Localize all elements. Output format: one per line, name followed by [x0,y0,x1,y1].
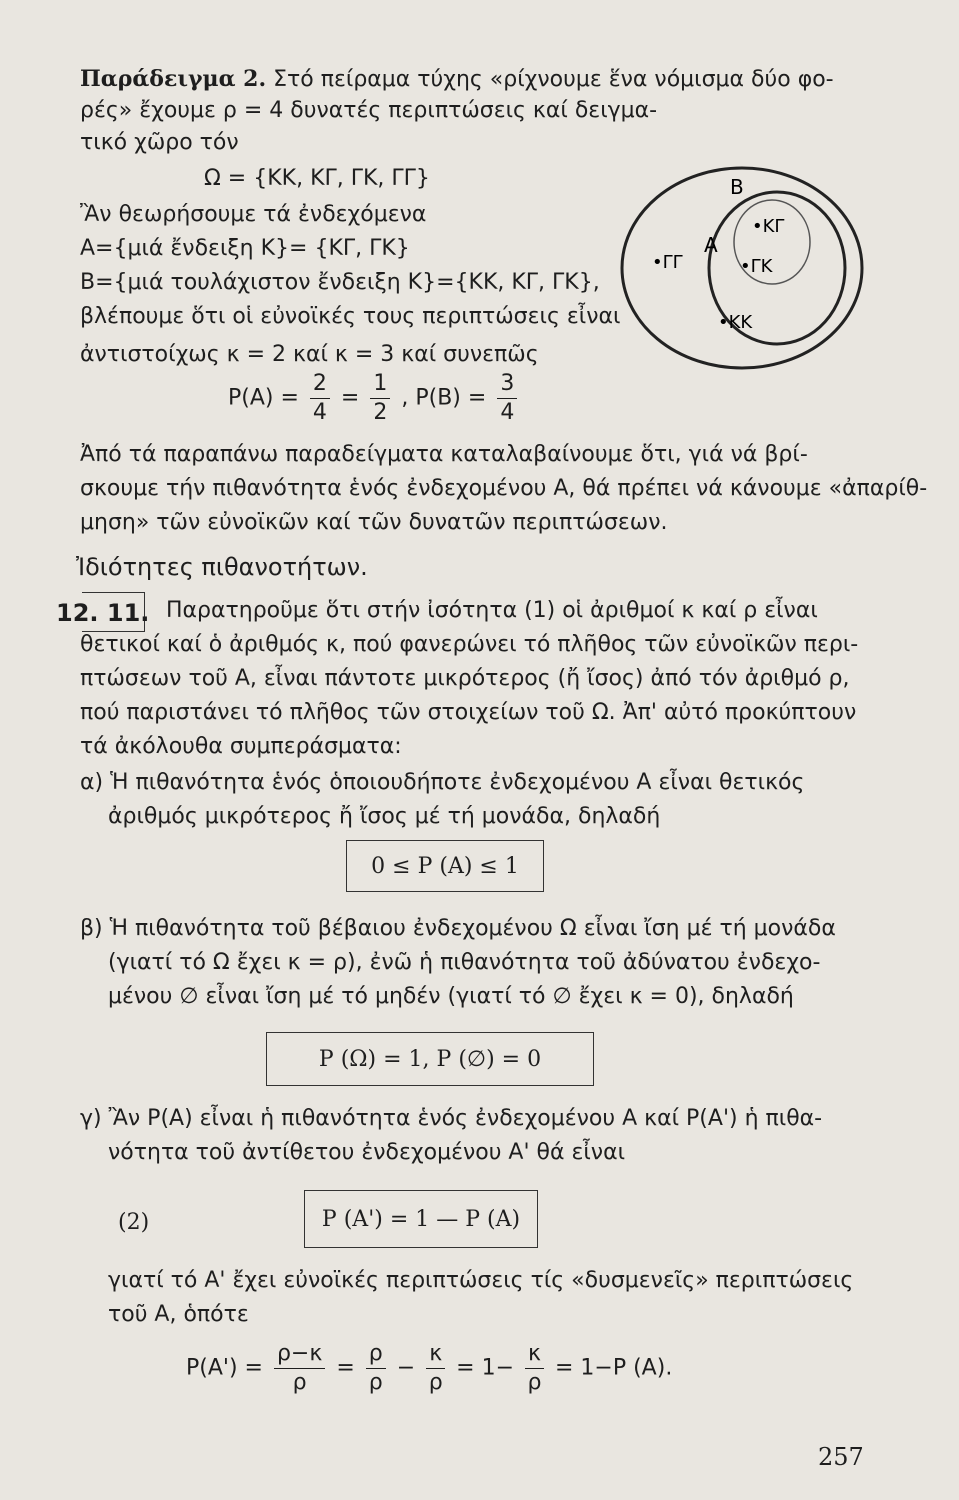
formula-box-gamma: P (A') = 1 — P (A) [304,1190,538,1248]
gamma-line-2: νότητα τοῦ ἀντίθετου ἐνδεχομένου Α' θά εἶναι [108,1140,626,1165]
section-line-5: τά ἀκόλουθα συμπεράσματα: [80,734,402,759]
fraction-kappa-rho [426,1340,445,1397]
point-kg: •ΚΓ [752,216,785,237]
probability-formulas [228,370,521,427]
fraction-numerator: ρ−κ [274,1340,325,1369]
label-a: Α [704,233,718,257]
final-rhs: = 1−P (A). [554,1355,673,1381]
example-line-8: βλέπουμε ὅτι οἱ εὐνοϊκές τους περιπτώσεις εἶναι [80,304,621,329]
section-line-2: θετικοί καί ὁ ἀριθμός κ, πού φανερώνει τό πλῆθος τῶν εὐνοϊκῶν περι- [80,632,859,657]
example-text-1: Στό πείραμα τύχης «ρίχνουμε ἕνα νόμισμα δύο φο- [273,67,834,92]
fraction-denominator: ρ [368,1370,383,1395]
section-line-3: πτώσεων τοῦ Α, εἶναι πάντοτε μικρότερος (ἤ ἴσος) ἀπό τόν ἀριθμό ρ, [80,666,850,691]
pa-label: P(A) = [228,385,299,411]
fraction-numerator: 1 [370,370,390,399]
fraction-1-2 [370,370,390,427]
fraction-numerator: 2 [310,370,330,399]
example-line-1 [80,64,834,95]
para-line-3: μηση» τῶν εὐνοϊκῶν καί τῶν δυνατῶν περιπτώσεων. [80,510,668,535]
example-line-9: ἀντιστοίχως κ = 2 καί κ = 3 καί συνεπῶς [80,342,539,367]
point-gk: •ΓΚ [740,256,773,277]
section-number: 12. 11. [56,599,150,627]
set-a-definition: Α={μιά ἔνδειξη Κ}= {ΚΓ, ΓΚ} [80,236,410,261]
example-line-5: Ἂν θεωρήσουμε τά ἐνδεχόμενα [80,202,427,227]
fraction-denominator: ρ [428,1370,443,1395]
fraction-denominator: 4 [312,400,327,425]
fraction-denominator: 4 [500,400,515,425]
point-kk: •ΚΚ [718,312,753,333]
formula-box-beta: P (Ω) = 1, P (∅) = 0 [266,1032,594,1086]
para-line-2: σκουμε τήν πιθανότητα ἑνός ἐνδεχομένου Α, θά πρέπει νά κάνουμε «ἀπαρίθ- [80,476,928,501]
fraction-kappa-rho-2 [525,1340,544,1397]
section-line-1: Παρατηροῦμε ὅτι στήν ἰσότητα (1) οἱ ἀριθμοί κ καί ρ εἶναι [166,598,818,623]
fraction-rho-rho [366,1340,386,1397]
section-line-4: πού παριστάνει τό πλῆθος τῶν στοιχείων τοῦ Ω. Ἀπ' αὐτό προκύπτουν [80,700,857,725]
gamma-line-3: γιατί τό Α' ἔχει εὐνοϊκές περιπτώσεις τίς «δυσμενεῖς» περιπτώσεις [108,1268,854,1293]
minus-sign: − [396,1355,416,1381]
beta-line-3: μένου ∅ εἶναι ἴση μέ τό μηδέν (γιατί τό ∅ ἔχει κ = 0), δηλαδή [108,984,794,1009]
gamma-line-1: γ) Ἂν P(A) εἶναι ἡ πιθανότητα ἑνός ἐνδεχομένου Α καί P(A') ἡ πιθα- [80,1106,823,1131]
page-number: 257 [818,1443,864,1471]
fraction-denominator: ρ [527,1370,542,1395]
complement-derivation [186,1340,672,1397]
final-lhs: P(A') = [186,1355,263,1381]
pb-label: , P(B) = [401,385,487,411]
para-line-1: Ἀπό τά παραπάνω παραδείγματα καταλαβαίνουμε ὅτι, γιά νά βρί- [80,442,808,467]
point-gg: •ΓΓ [652,252,683,273]
fraction-2-4 [310,370,330,427]
mid-expression: = 1− [456,1355,515,1381]
beta-line-1: β) Ἡ πιθανότητα τοῦ βέβαιου ἐνδεχομένου Ω εἶναι ἴση μέ τή μονάδα [80,916,836,941]
alpha-line-1: α) Ἡ πιθανότητα ἑνός ὁποιουδήποτε ἐνδεχομένου Α εἶναι θετικός [80,770,805,795]
set-b-definition: Β={μιά τουλάχιστον ἔνδειξη Κ}={ΚΚ, ΚΓ, ΓΚ}, [80,270,600,295]
fraction-numerator: κ [426,1340,445,1369]
fraction-3-4 [497,370,517,427]
example-line-2: ρές» ἔχουμε ρ = 4 δυνατές περιπτώσεις καί δειγμα- [80,98,658,123]
equals-sign: = [340,385,360,411]
label-b: Β [730,175,744,199]
fraction-numerator: κ [525,1340,544,1369]
section-title: Ἰδιότητες πιθανοτήτων. [76,553,368,581]
formula-box-alpha: 0 ≤ P (A) ≤ 1 [346,840,544,892]
sample-space: Ω = {ΚΚ, ΚΓ, ΓΚ, ΓΓ} [204,166,430,191]
fraction-rho-minus-kappa [274,1340,325,1397]
alpha-line-2: ἀριθμός μικρότερος ἤ ἴσος μέ τή μονάδα, δηλαδή [108,804,661,829]
fraction-numerator: 3 [497,370,517,399]
example-line-3: τικό χῶρο τόν [80,130,239,155]
venn-diagram [612,160,872,380]
equation-number: (2) [118,1210,150,1235]
gamma-line-4: τοῦ Α, ὁπότε [108,1302,249,1327]
equals-sign: = [336,1355,355,1381]
beta-line-2: (γιατί τό Ω ἔχει κ = ρ), ἐνῶ ἡ πιθανότητα τοῦ ἀδύνατου ἐνδεχο- [108,950,821,975]
example-label: Παράδειγμα 2. [80,66,267,92]
fraction-denominator: ρ [292,1370,307,1395]
fraction-numerator: ρ [366,1340,386,1369]
fraction-denominator: 2 [373,400,388,425]
